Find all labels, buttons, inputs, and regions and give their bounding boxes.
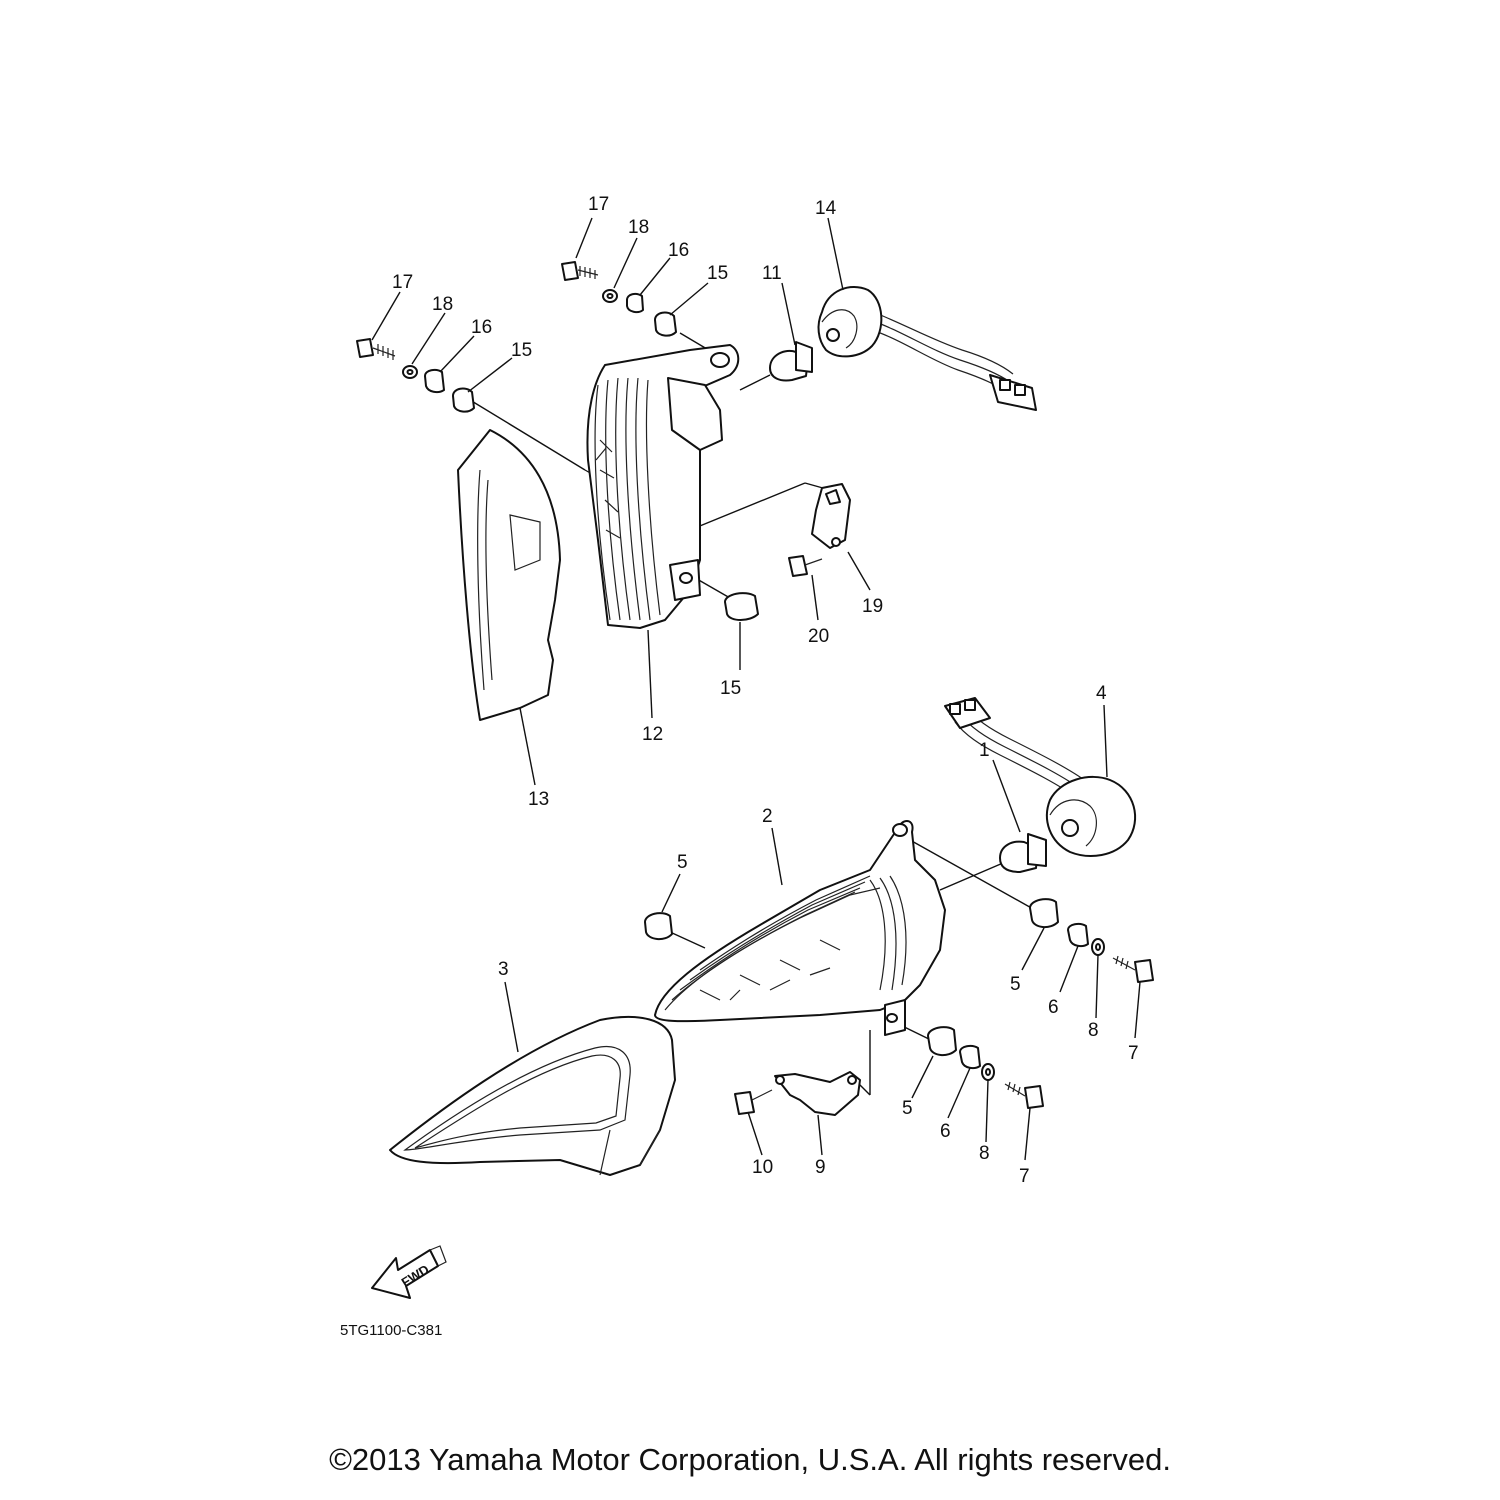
connection-line xyxy=(670,932,705,948)
part-3-lens-cover-lower xyxy=(390,1017,675,1175)
part-10-bolt xyxy=(735,1090,772,1114)
callout-5: 5 xyxy=(1010,974,1021,995)
callout-12: 12 xyxy=(642,724,664,745)
part-19-bracket xyxy=(812,484,850,548)
callout-14: 14 xyxy=(815,198,837,219)
callout-15: 15 xyxy=(511,340,533,361)
callout-5: 5 xyxy=(677,852,688,873)
part-7-bolt xyxy=(1005,1082,1043,1108)
callout-10: 10 xyxy=(752,1157,774,1178)
callout-15: 15 xyxy=(707,263,729,284)
callout-16: 16 xyxy=(668,240,690,261)
part-5-grommet xyxy=(1030,899,1058,927)
part-14-socket-cord-upper xyxy=(819,287,1036,410)
part-5-grommet xyxy=(928,1027,956,1055)
callout-18: 18 xyxy=(628,217,650,238)
callout-7: 7 xyxy=(1128,1043,1139,1064)
callout-20: 20 xyxy=(808,626,830,647)
callout-8: 8 xyxy=(1088,1020,1099,1041)
part-15-grommet-lower xyxy=(725,593,758,620)
part-8-washer xyxy=(1092,939,1104,955)
fwd-label: FWD xyxy=(398,1261,432,1290)
callout-11: 11 xyxy=(762,263,782,284)
part-12-flasher-light-upper xyxy=(587,345,738,628)
callout-4: 4 xyxy=(1096,683,1107,704)
callout-15: 15 xyxy=(720,678,742,699)
callout-2: 2 xyxy=(762,806,773,827)
hardware-stack-top xyxy=(562,262,676,336)
copyright-notice: ©2013 Yamaha Motor Corporation, U.S.A. All rights reserved. xyxy=(329,1442,1171,1477)
callout-13: 13 xyxy=(528,789,550,810)
part-5-grommet xyxy=(645,913,672,939)
part-6-collar xyxy=(960,1046,980,1068)
part-11-bulb-upper xyxy=(770,342,812,381)
callout-3: 3 xyxy=(498,959,509,980)
callout-8: 8 xyxy=(979,1143,990,1164)
part-8-washer xyxy=(982,1064,994,1080)
part-1-bulb-lower xyxy=(1000,834,1046,872)
callout-6: 6 xyxy=(1048,997,1059,1018)
callout-19: 19 xyxy=(862,596,884,617)
callout-16: 16 xyxy=(471,317,493,338)
hardware-stack-left xyxy=(357,339,474,412)
connection-line xyxy=(740,375,770,390)
callout-18: 18 xyxy=(432,294,454,315)
callout-17: 17 xyxy=(392,272,414,293)
callout-6: 6 xyxy=(940,1121,951,1142)
callout-7: 7 xyxy=(1019,1166,1030,1187)
callout-9: 9 xyxy=(815,1157,826,1178)
connection-line xyxy=(690,483,805,530)
part-2-flasher-light-lower xyxy=(655,821,945,1035)
callout-17: 17 xyxy=(588,194,610,215)
part-7-bolt xyxy=(1113,956,1153,982)
part-20-bolt xyxy=(789,556,822,576)
part-13-lens-cover-upper xyxy=(458,430,560,720)
callout-5: 5 xyxy=(902,1098,913,1119)
fwd-arrow-icon xyxy=(372,1246,446,1298)
callout-1: 1 xyxy=(979,740,990,761)
part-9-bracket-lower xyxy=(775,1072,860,1115)
part-6-collar xyxy=(1068,924,1088,946)
diagram-code: 5TG1100-C381 xyxy=(340,1322,443,1339)
connection-line xyxy=(940,860,1010,890)
